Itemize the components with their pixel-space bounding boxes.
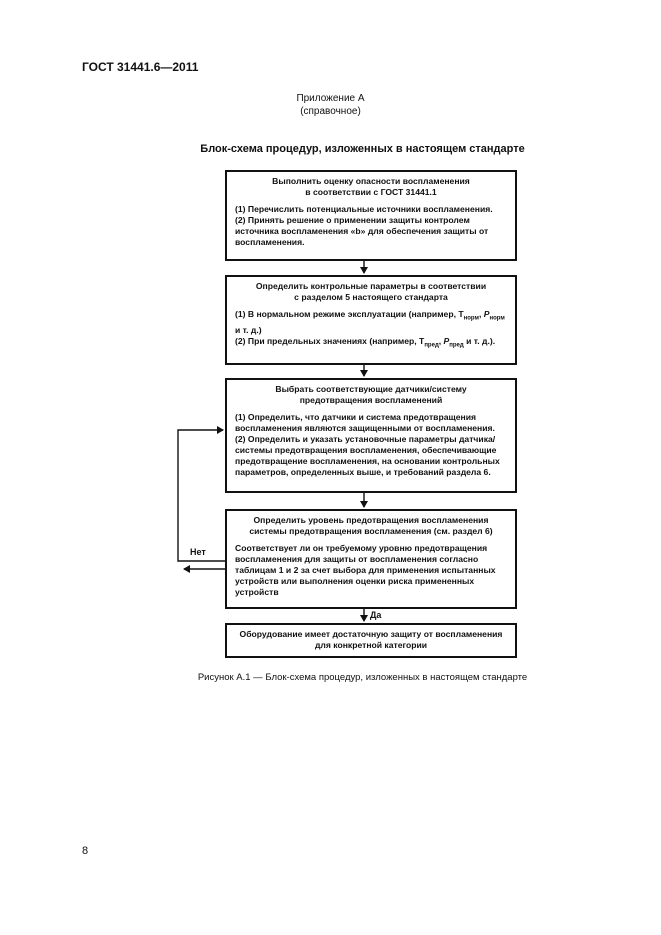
box-item: (1) Перечислить потенциальные источники воспламенения.: [235, 204, 493, 214]
box-item: (1) В нормальном режиме эксплуатации (например, $T_{норм}$, $P_{норм}$ и т. д.): [235, 309, 505, 335]
subscript: норм: [463, 315, 479, 322]
appendix-label: Приложение А: [296, 93, 365, 104]
page-number: 8: [82, 845, 89, 857]
symbol: P: [443, 335, 450, 346]
document-header: ГОСТ 31441.6—2011: [82, 60, 199, 74]
box-title-line: с разделом 5 настоящего стандарта: [294, 292, 448, 302]
box-title-line: Выбрать соответствующие датчики/систему: [275, 384, 467, 394]
box-item-text: и т. д.).: [463, 335, 496, 346]
arrow-no-feedback: [178, 430, 225, 561]
box-item-text: и т. д.): [235, 324, 262, 335]
label-yes: Да: [370, 610, 382, 620]
box-title-line: Определить контрольные параметры в соответствии: [255, 281, 487, 291]
box-title-line: Выполнить оценку опасности воспламенения: [272, 176, 470, 186]
box-title-line: системы предотвращения воспламенения (см. раздел 6): [249, 526, 493, 536]
box-title-line: для конкретной категории: [314, 640, 428, 650]
symbol: P: [483, 309, 490, 319]
flowchart-title: Блок-схема процедур, изложенных в настоящем стандарте: [200, 143, 525, 155]
box-item: (2) Определить и указать установочные параметры датчика/системы предотвращения воспламенения, обеспечивающие предотвращение воспламенения, на основании контрольных параметров, определенных выше, и требований раздела 6.: [235, 434, 500, 477]
box-item-text: (1) В нормальном режиме эксплуатации (например, T: [235, 309, 464, 319]
box-title-line: предотвращения воспламенений: [299, 395, 443, 405]
box-item: (2) Принять решение о применении защиты контролем источника воспламенения «b» для обеспечения защиты от воспламенения.: [235, 215, 489, 247]
label-no: Нет: [190, 547, 206, 557]
box-title-line: в соответствии с ГОСТ 31441.1: [305, 187, 437, 197]
appendix-type: (справочное): [300, 106, 361, 117]
figure-caption: Рисунок А.1 — Блок-схема процедур, изложенных в настоящем стандарте: [197, 672, 528, 683]
box-item-text: (2) При предельных значениях (например, T: [235, 335, 425, 346]
subscript: норм: [489, 315, 505, 322]
box-item: Соответствует ли он требуемому уровню предотвращения воспламенения для защиты от воспламенения согласно таблицам 1 и 2 за счет выбора для применения испытанных устройств или выполнения оценки риска примененных устройств: [235, 543, 496, 597]
box-item: (2) При предельных значениях (например, $T_{пред}$, $P_{пред}$ и т. д.).: [235, 335, 496, 349]
box-item: (1) Определить, что датчики и система предотвращения воспламенения являются защищенными от воспламенения.: [235, 412, 495, 433]
subscript: пред: [449, 342, 464, 349]
subscript: пред: [424, 342, 439, 349]
box-title-line: Оборудование имеет достаточную защиту от воспламенения: [239, 629, 503, 639]
box-title-line: Определить уровень предотвращения воспламенения: [253, 515, 489, 525]
